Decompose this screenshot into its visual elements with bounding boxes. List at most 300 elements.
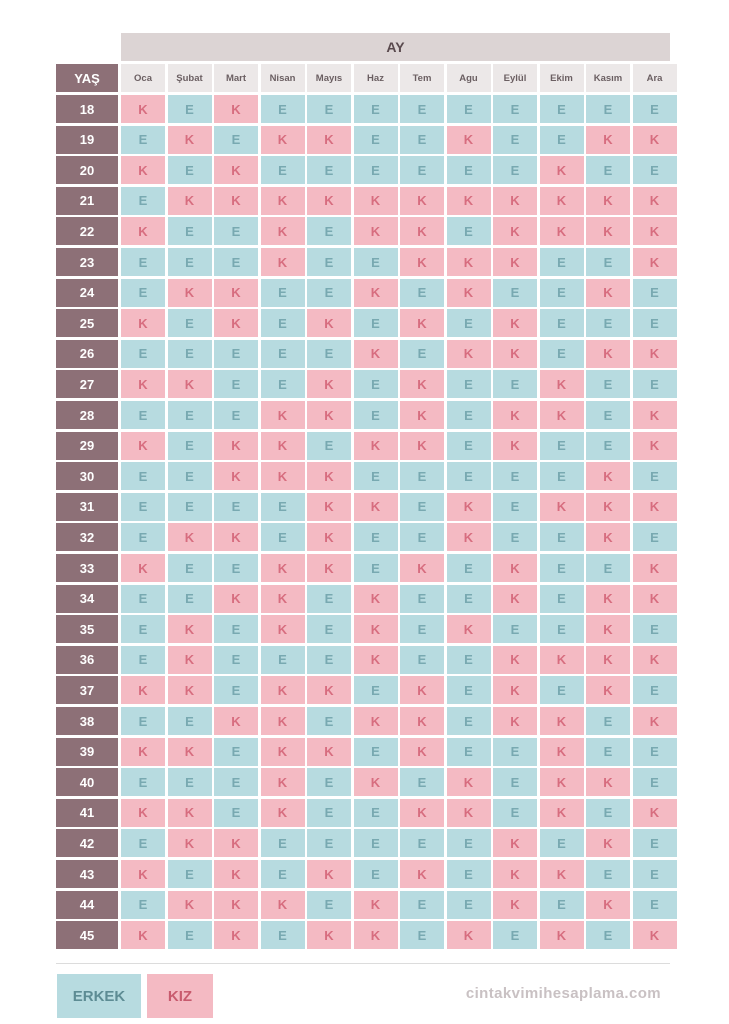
prediction-cell: E [121,462,165,490]
prediction-cell: K [121,554,165,582]
prediction-cell: E [307,768,351,796]
prediction-cell: E [354,126,398,154]
prediction-cell: K [121,309,165,337]
prediction-cell: K [540,921,584,949]
month-header: Ekim [540,64,584,92]
prediction-cell: K [354,585,398,613]
age-cell: 32 [56,523,118,551]
month-header: Haz [354,64,398,92]
prediction-cell: K [540,156,584,184]
age-cell: 24 [56,279,118,307]
prediction-cell: E [493,768,537,796]
prediction-cell: E [540,432,584,460]
prediction-cell: K [307,554,351,582]
prediction-cell: K [121,156,165,184]
prediction-cell: K [493,829,537,857]
prediction-cell: E [633,768,677,796]
prediction-cell: K [121,738,165,766]
prediction-cell: K [214,95,258,123]
prediction-cell: K [400,401,444,429]
prediction-cell: K [121,432,165,460]
prediction-cell: E [447,217,491,245]
prediction-cell: K [586,493,630,521]
prediction-cell: E [168,340,212,368]
prediction-cell: E [354,156,398,184]
prediction-cell: K [168,676,212,704]
prediction-cell: K [168,126,212,154]
prediction-cell: K [214,156,258,184]
prediction-cell: E [354,309,398,337]
prediction-cell: E [261,309,305,337]
prediction-cell: K [354,921,398,949]
month-header: Agu [447,64,491,92]
prediction-cell: K [540,493,584,521]
prediction-cell: K [633,340,677,368]
prediction-cell: E [214,676,258,704]
prediction-cell: K [400,738,444,766]
prediction-cell: E [493,279,537,307]
prediction-cell: E [447,646,491,674]
prediction-cell: E [493,799,537,827]
prediction-cell: E [354,676,398,704]
age-cell: 39 [56,738,118,766]
prediction-cell: E [493,370,537,398]
prediction-cell: K [354,340,398,368]
prediction-cell: E [354,523,398,551]
prediction-cell: E [633,462,677,490]
prediction-cell: E [400,768,444,796]
prediction-cell: E [447,829,491,857]
prediction-cell: K [307,370,351,398]
prediction-cell: K [400,432,444,460]
prediction-cell: E [121,340,165,368]
prediction-cell: K [540,768,584,796]
prediction-cell: E [168,707,212,735]
prediction-cell: E [400,891,444,919]
prediction-cell: K [586,340,630,368]
prediction-cell: K [493,585,537,613]
prediction-cell: K [261,401,305,429]
prediction-cell: K [261,707,305,735]
prediction-cell: E [354,799,398,827]
prediction-cell: K [633,401,677,429]
prediction-cell: K [400,370,444,398]
prediction-cell: K [168,187,212,215]
age-cell: 28 [56,401,118,429]
prediction-cell: K [447,921,491,949]
prediction-cell: K [168,279,212,307]
age-cell: 37 [56,676,118,704]
prediction-cell: E [168,401,212,429]
prediction-cell: E [540,615,584,643]
prediction-cell: K [261,676,305,704]
prediction-cell: K [354,217,398,245]
prediction-cell: E [261,523,305,551]
prediction-cell: K [400,707,444,735]
prediction-cell: K [261,462,305,490]
prediction-cell: K [493,554,537,582]
prediction-cell: K [168,829,212,857]
prediction-cell: K [540,370,584,398]
prediction-cell: E [307,248,351,276]
age-column-header: YAŞ [56,64,118,92]
prediction-cell: K [307,921,351,949]
prediction-cell: K [214,462,258,490]
prediction-cell: K [447,768,491,796]
prediction-cell: K [447,126,491,154]
age-cell: 31 [56,493,118,521]
prediction-cell: K [633,248,677,276]
prediction-cell: E [354,738,398,766]
prediction-cell: E [354,829,398,857]
prediction-cell: E [214,768,258,796]
age-cell: 27 [56,370,118,398]
prediction-cell: E [586,156,630,184]
prediction-cell: K [168,799,212,827]
prediction-cell: E [214,370,258,398]
prediction-cell: K [121,370,165,398]
prediction-cell: K [586,279,630,307]
prediction-cell: E [493,156,537,184]
prediction-cell: K [633,646,677,674]
prediction-cell: E [168,248,212,276]
prediction-cell: K [586,126,630,154]
prediction-cell: E [214,340,258,368]
prediction-cell: E [540,523,584,551]
prediction-cell: E [168,309,212,337]
prediction-cell: K [586,217,630,245]
prediction-cell: K [447,523,491,551]
prediction-cell: K [400,309,444,337]
prediction-cell: E [121,707,165,735]
prediction-cell: E [493,523,537,551]
prediction-cell: E [633,891,677,919]
prediction-cell: E [586,707,630,735]
prediction-cell: E [447,309,491,337]
prediction-cell: K [586,891,630,919]
prediction-cell: E [540,585,584,613]
prediction-cell: E [214,646,258,674]
prediction-cell: E [121,829,165,857]
prediction-cell: E [400,585,444,613]
prediction-cell: K [586,187,630,215]
age-cell: 41 [56,799,118,827]
prediction-cell: E [121,279,165,307]
prediction-cell: K [493,217,537,245]
age-cell: 38 [56,707,118,735]
prediction-cell: K [168,370,212,398]
prediction-cell: K [586,646,630,674]
prediction-cell: E [586,401,630,429]
prediction-cell: K [214,891,258,919]
prediction-cell: K [307,676,351,704]
prediction-cell: E [447,432,491,460]
age-cell: 19 [56,126,118,154]
prediction-cell: K [400,248,444,276]
prediction-cell: E [261,493,305,521]
prediction-cell: E [214,799,258,827]
prediction-cell: E [307,432,351,460]
prediction-cell: K [447,248,491,276]
prediction-cell: E [633,279,677,307]
prediction-cell: E [586,248,630,276]
prediction-cell: K [586,462,630,490]
prediction-cell: E [307,799,351,827]
prediction-cell: K [307,126,351,154]
age-cell: 22 [56,217,118,245]
prediction-cell: E [400,493,444,521]
prediction-cell: K [493,676,537,704]
prediction-cell: K [214,921,258,949]
prediction-cell: K [168,615,212,643]
prediction-cell: E [168,217,212,245]
prediction-cell: E [493,615,537,643]
prediction-cell: E [168,860,212,888]
prediction-cell: E [214,217,258,245]
prediction-cell: E [586,370,630,398]
prediction-cell: E [400,646,444,674]
prediction-cell: K [307,462,351,490]
age-cell: 18 [56,95,118,123]
prediction-cell: K [633,921,677,949]
prediction-cell: K [447,799,491,827]
prediction-cell: K [121,921,165,949]
prediction-cell: E [586,921,630,949]
prediction-cell: E [307,646,351,674]
prediction-cell: E [493,493,537,521]
prediction-cell: K [586,676,630,704]
prediction-cell: E [354,95,398,123]
prediction-cell: E [121,493,165,521]
month-header: Ara [633,64,677,92]
prediction-cell: K [540,860,584,888]
prediction-cell: K [307,493,351,521]
month-header: Eylül [493,64,537,92]
prediction-cell: K [214,829,258,857]
prediction-cell: K [400,217,444,245]
prediction-cell: E [540,126,584,154]
prediction-cell: K [307,401,351,429]
prediction-cell: K [400,554,444,582]
prediction-cell: E [261,646,305,674]
prediction-cell: K [586,829,630,857]
prediction-cell: K [354,707,398,735]
prediction-cell: K [540,217,584,245]
prediction-cell: K [447,340,491,368]
prediction-cell: E [214,554,258,582]
prediction-cell: K [493,891,537,919]
age-cell: 34 [56,585,118,613]
prediction-cell: E [168,768,212,796]
age-cell: 40 [56,768,118,796]
prediction-cell: K [540,646,584,674]
prediction-cell: E [121,248,165,276]
prediction-cell: K [447,187,491,215]
prediction-cell: K [261,768,305,796]
prediction-cell: K [307,187,351,215]
prediction-cell: E [307,279,351,307]
prediction-cell: E [540,891,584,919]
prediction-cell: K [354,646,398,674]
prediction-cell: E [633,370,677,398]
prediction-cell: K [121,799,165,827]
age-cell: 33 [56,554,118,582]
prediction-cell: E [168,462,212,490]
prediction-cell: E [586,738,630,766]
prediction-cell: E [168,156,212,184]
prediction-cell: E [493,126,537,154]
prediction-cell: K [307,738,351,766]
prediction-cell: K [168,738,212,766]
prediction-cell: K [354,279,398,307]
prediction-cell: K [447,493,491,521]
age-cell: 45 [56,921,118,949]
prediction-cell: E [354,401,398,429]
prediction-cell: K [540,187,584,215]
prediction-cell: K [586,615,630,643]
prediction-cell: K [214,860,258,888]
prediction-cell: K [493,432,537,460]
prediction-cell: E [540,309,584,337]
prediction-cell: K [214,309,258,337]
prediction-cell: E [400,615,444,643]
prediction-cell: K [447,615,491,643]
prediction-cell: K [121,217,165,245]
prediction-cell: E [633,309,677,337]
prediction-cell: K [354,891,398,919]
prediction-cell: K [540,799,584,827]
age-cell: 35 [56,615,118,643]
prediction-cell: E [400,462,444,490]
prediction-cell: E [121,523,165,551]
prediction-cell: K [214,187,258,215]
prediction-cell: K [633,493,677,521]
prediction-cell: E [447,462,491,490]
prediction-cell: K [493,860,537,888]
prediction-cell: E [168,95,212,123]
prediction-cell: K [354,432,398,460]
prediction-cell: K [168,891,212,919]
age-cell: 42 [56,829,118,857]
prediction-cell: K [214,523,258,551]
age-cell: 23 [56,248,118,276]
prediction-cell: E [307,217,351,245]
prediction-cell: K [493,646,537,674]
prediction-cell: K [633,554,677,582]
prediction-cell: E [307,707,351,735]
prediction-cell: E [121,768,165,796]
prediction-cell: E [586,309,630,337]
prediction-cell: E [447,676,491,704]
prediction-cell: K [400,860,444,888]
prediction-cell: E [447,554,491,582]
prediction-cell: E [307,156,351,184]
prediction-cell: E [633,615,677,643]
prediction-cell: K [633,585,677,613]
prediction-cell: E [633,860,677,888]
prediction-cell: E [586,799,630,827]
prediction-cell: E [261,921,305,949]
prediction-cell: E [214,615,258,643]
prediction-cell: E [493,462,537,490]
prediction-cell: K [168,646,212,674]
prediction-cell: E [540,279,584,307]
prediction-cell: E [633,738,677,766]
age-cell: 26 [56,340,118,368]
prediction-cell: K [261,126,305,154]
prediction-cell: E [447,370,491,398]
prediction-cell: K [354,615,398,643]
prediction-cell: E [540,248,584,276]
prediction-cell: K [121,860,165,888]
prediction-cell: K [493,340,537,368]
month-header: Oca [121,64,165,92]
prediction-cell: E [400,156,444,184]
prediction-cell: E [586,432,630,460]
prediction-cell: E [540,95,584,123]
prediction-cell: E [121,891,165,919]
prediction-cell: K [400,187,444,215]
prediction-cell: E [261,829,305,857]
prediction-cell: E [354,860,398,888]
prediction-cell: E [354,248,398,276]
prediction-cell: E [168,493,212,521]
prediction-cell: K [447,279,491,307]
prediction-cell: K [261,585,305,613]
prediction-cell: E [214,248,258,276]
prediction-cell: E [307,615,351,643]
prediction-cell: E [400,95,444,123]
prediction-cell: K [633,799,677,827]
prediction-cell: E [447,891,491,919]
prediction-cell: E [400,829,444,857]
prediction-cell: K [121,95,165,123]
prediction-cell: K [633,187,677,215]
prediction-cell: K [261,738,305,766]
month-header: Şubat [168,64,212,92]
prediction-cell: K [540,738,584,766]
prediction-cell: E [400,279,444,307]
prediction-cell: E [121,187,165,215]
prediction-cell: E [447,860,491,888]
prediction-cell: K [354,768,398,796]
month-header: Tem [400,64,444,92]
month-header: Nisan [261,64,305,92]
month-axis-title: AY [121,33,670,61]
prediction-cell: E [168,432,212,460]
prediction-cell: E [400,523,444,551]
prediction-cell: E [354,370,398,398]
site-watermark: cintakvimihesaplama.com [465,985,661,1002]
prediction-cell: E [633,523,677,551]
prediction-cell: K [261,248,305,276]
prediction-cell: E [121,646,165,674]
prediction-cell: E [261,860,305,888]
prediction-cell: E [121,126,165,154]
prediction-cell: E [400,340,444,368]
prediction-cell: E [121,585,165,613]
prediction-cell: K [214,432,258,460]
prediction-cell: K [633,432,677,460]
prediction-cell: K [307,860,351,888]
prediction-cell: K [493,401,537,429]
prediction-cell: K [633,126,677,154]
prediction-cell: E [633,676,677,704]
month-header: Mart [214,64,258,92]
prediction-cell: E [400,126,444,154]
prediction-cell: K [493,248,537,276]
prediction-cell: K [121,676,165,704]
